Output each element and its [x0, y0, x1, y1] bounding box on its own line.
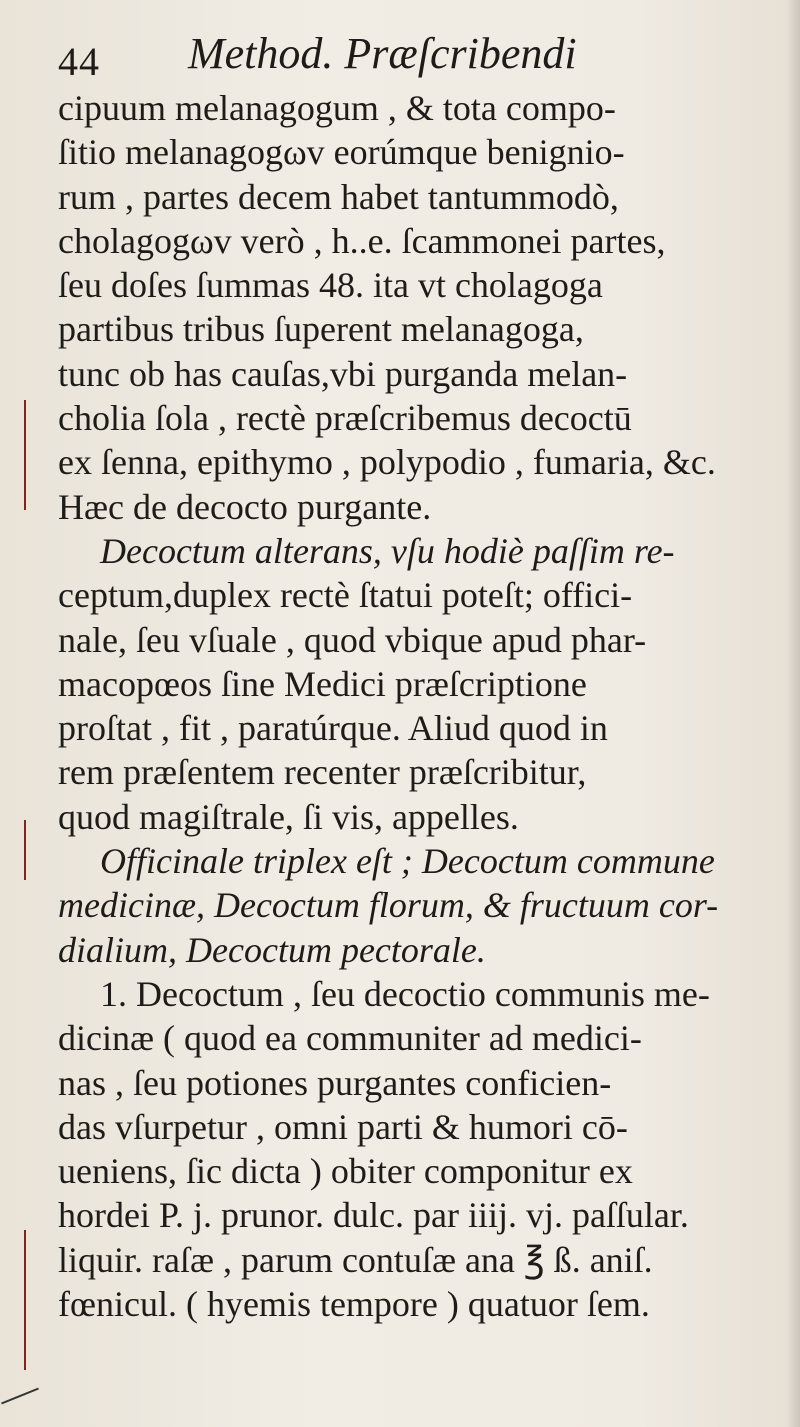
running-title: Method. Præſcribendi — [188, 29, 577, 78]
page-number: 44 — [58, 39, 100, 84]
text-line: ceptum,duplex rectè ſtatui poteſt; offici- — [58, 575, 633, 616]
text-line: proſtat , fit , paratúrque. Aliud quod in — [58, 708, 608, 749]
text-line: dicinæ ( quod ea communiter ad medici- — [58, 1018, 642, 1059]
text-line: hordei P. j. prunor. dulc. par iiij. vj. paſſular. — [58, 1195, 689, 1236]
text-line: nale, ſeu vſuale , quod vbique apud phar- — [58, 619, 647, 660]
text-line: ex ſenna, epithymo , polypodio , fumaria, &c. — [58, 442, 716, 483]
margin-mark — [24, 1230, 26, 1370]
text-line: fœnicul. ( hyemis tempore ) quatuor ſem. — [58, 1284, 650, 1325]
text-line: cipuum melanagogum , & tota compo- — [58, 88, 616, 128]
text-line: liquir. raſæ , parum contuſæ ana ℥ ß. aniſ. — [58, 1239, 653, 1280]
text-line: cholia ſola , rectè præſcribemus decoctū — [58, 398, 632, 439]
text-line: tunc ob has cauſas,vbi purganda melan- — [58, 353, 628, 394]
margin-mark — [24, 400, 26, 510]
ink-stroke — [1, 1388, 39, 1405]
text-line: macopœos ſine Medici præſcriptione — [58, 663, 587, 704]
text-line: Hæc de decocto purgante. — [58, 486, 432, 527]
text-line: quod magiſtrale, ſi vis, appelles. — [58, 796, 519, 837]
text-line: cholagogωv verò , h..e. ſcammonei partes, — [58, 220, 666, 261]
text-line: Decoctum alterans, vſu hodiè paſſim re- — [100, 530, 675, 571]
text-line: rem præſentem recenter præſcribitur, — [58, 752, 587, 793]
text-line: Officinale triplex eſt ; Decoctum commune — [100, 841, 715, 882]
text-line: dialium, Decoctum pectorale. — [58, 929, 486, 970]
text-line: nas , ſeu potiones purgantes conficien- — [58, 1062, 612, 1103]
page-edge-shadow — [786, 0, 800, 1427]
text-line: das vſurpetur , omni parti & humori cō- — [58, 1106, 628, 1147]
text-line: rum , partes decem habet tantummodò, — [58, 176, 619, 217]
text-line: medicinæ, Decoctum florum, & fructuum cor- — [58, 885, 719, 926]
page-header — [58, 28, 758, 88]
text-line: ſeu doſes ſummas 48. ita vt cholagoga — [58, 265, 603, 306]
text-line: 1. Decoctum , ſeu decoctio communis me- — [100, 973, 710, 1014]
margin-mark — [24, 820, 26, 880]
text-line: ſitio melanagogωv eorúmque benignio- — [58, 132, 625, 173]
text-line: ueniens, ſic dicta ) obiter componitur ex — [58, 1151, 633, 1192]
text-line: partibus tribus ſuperent melanagoga, — [58, 309, 584, 350]
body-text — [58, 86, 793, 1326]
